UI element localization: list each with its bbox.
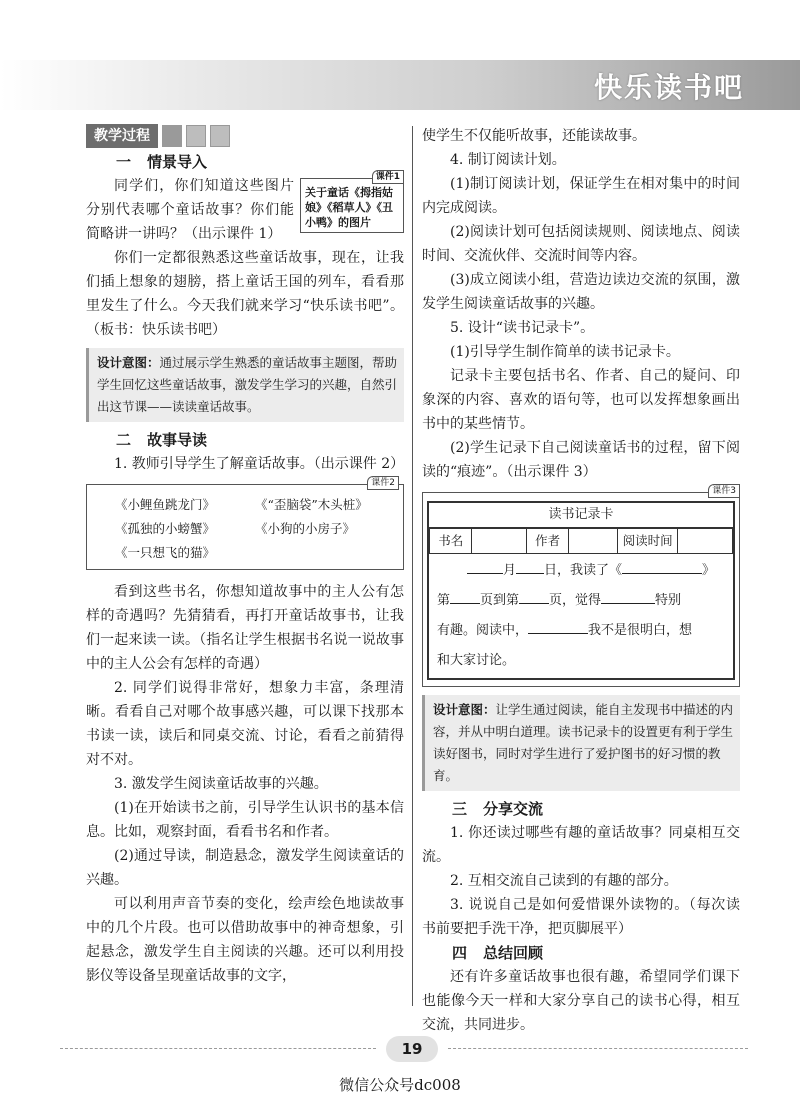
design-intent-label: 设计意图： (97, 355, 160, 370)
paragraph: 5. 设计“读书记录卡”。 (450, 320, 595, 336)
design-intent-text: 通过展示学生熟悉的童话故事主题图，帮助学生回忆这些童话故事，激发学生学习的兴趣，自然引出这节课——读读童话故事。 (97, 355, 398, 414)
book-title: 《孤独的小螃蟹》 (115, 521, 216, 536)
paragraph: 2. 互相交流自己读到的有趣的部分。 (450, 873, 678, 889)
courseware-tag: 课件2 (367, 476, 399, 490)
header-title: 快乐读书吧 (593, 71, 744, 104)
paragraph: 1. 你还读过哪些有趣的童话故事？同桌相互交流。 (422, 825, 740, 865)
paragraph: (1)引导学生制作简单的读书记录卡。 (450, 344, 680, 360)
paragraph: 3. 说说自己是如何爱惜课外读物的。（每次读书前要把手洗干净，把页脚展平） (422, 897, 740, 937)
paragraph: 1. 教师引导学生了解童话故事。（出示课件 2） (114, 456, 405, 472)
paragraph: 还有许多童话故事也很有趣，希望同学们课下也能像今天一样和大家分享自己的读书心得，相互交流，共同进步。 (422, 969, 740, 1033)
section-heading-3: 三 分享交流 (452, 800, 544, 818)
section-heading-1: 一 情景导入 (116, 153, 208, 171)
process-badge (86, 124, 404, 148)
courseware-1-text: 关于童话《拇指姑娘》《稻草人》《丑小鸭》的图片 (305, 186, 393, 229)
paragraph: 同学们，你们知道这些图片分别代表哪个童话故事？你们能简略讲一讲吗？（出示课件 1） (86, 178, 294, 242)
section-heading-4: 四 总结回顾 (452, 944, 544, 962)
courseware-2-box (86, 478, 404, 570)
paragraph: 你们一定都很熟悉这些童话故事，现在，让我们插上想象的翅膀，搭上童话王国的列车，看看那里发生了什么。今天我们就来学习“快乐读书吧”。（板书：快乐读书吧） (86, 250, 404, 338)
paragraph: 3. 激发学生阅读童话故事的兴趣。 (114, 776, 328, 792)
paragraph: 记录卡主要包括书名、作者、自己的疑问、印象深的内容、喜欢的语句等，也可以发挥想象画出书中的某些情节。 (422, 368, 740, 432)
paragraph: 可以利用声音节奏的变化，绘声绘色地读故事中的几个片段。也可以借助故事中的神奇想象，引起悬念，激发学生自主阅读的兴趣。还可以利用投影仪等设备呈现童话故事的文字， (86, 896, 404, 984)
left-column (86, 124, 404, 988)
book-title: 《“歪脑袋”木头桩》 (255, 497, 368, 512)
process-label: 教学过程 (86, 124, 158, 148)
courseware-3-box (422, 486, 740, 687)
book-title: 《一只想飞的猫》 (115, 545, 216, 560)
page-number: 19 (386, 1036, 438, 1062)
paragraph: 2. 同学们说得非常好，想象力丰富，条理清晰。看看自己对哪个故事感兴趣，可以课下找那本书读一读，读后和同桌交流、讨论，看看之前猜得对不对。 (86, 680, 404, 768)
author-label: 作者 (526, 529, 568, 554)
reading-record-card (427, 501, 735, 680)
footer-dash-left (60, 1048, 376, 1049)
book-label: 书名 (430, 529, 472, 554)
right-column (422, 124, 740, 1037)
decor-square (210, 125, 230, 147)
author-cell (569, 529, 617, 554)
book-title: 《小狗的小房子》 (255, 521, 356, 536)
watermark: 微信公众号dc008 (339, 1076, 461, 1094)
footer-dash-right (448, 1048, 748, 1049)
paragraph: 4. 制订阅读计划。 (450, 152, 566, 168)
card-header-table (429, 528, 733, 554)
paragraph: (1)在开始读书之前，引导学生认识书的基本信息。比如，观察封面，看看书名和作者。 (86, 800, 404, 840)
design-intent-box (86, 348, 404, 422)
decor-square (162, 125, 182, 147)
courseware-tag: 课件1 (372, 170, 404, 184)
time-cell (678, 529, 733, 554)
book-cell (472, 529, 527, 554)
courseware-1-box (300, 172, 404, 233)
courseware-tag: 课件3 (708, 484, 740, 498)
design-intent-box (422, 695, 740, 791)
time-label: 阅读时间 (617, 529, 678, 554)
design-intent-text: 让学生通过阅读，能自主发现书中描述的内容，并从中明白道理。读书记录卡的设置更有利于学生读好图书，同时对学生进行了爱护图书的好习惯的教育。 (433, 702, 734, 783)
paragraph: (3)成立阅读小组，营造边读边交流的氛围，激发学生阅读童话故事的兴趣。 (422, 272, 740, 312)
card-title: 读书记录卡 (429, 503, 733, 528)
decor-square (186, 125, 206, 147)
paragraph: (2)通过导读，制造悬念，激发学生阅读童话的兴趣。 (86, 848, 404, 888)
paragraph: 看到这些书名，你想知道故事中的主人公有怎样的奇遇吗？先猜猜看，再打开童话故事书，让我们一起来读一读。（指名让学生根据书名说一说故事中的主人公会有怎样的奇遇） (86, 584, 404, 672)
paragraph: (1)制订阅读计划，保证学生在相对集中的时间内完成阅读。 (422, 176, 740, 216)
design-intent-label: 设计意图： (433, 702, 496, 717)
paragraph: (2)学生记录下自己阅读童话书的过程，留下阅读的“痕迹”。（出示课件 3） (422, 440, 740, 480)
column-divider (412, 126, 413, 1006)
section-heading-2: 二 故事导读 (116, 431, 208, 449)
book-title: 《小鲤鱼跳龙门》 (115, 497, 216, 512)
paragraph: (2)阅读计划可包括阅读规则、阅读地点、阅读时间、交流伙伴、交流时间等内容。 (422, 224, 740, 264)
paragraph: 使学生不仅能听故事，还能读故事。 (422, 128, 646, 144)
card-body: 月 日，我读了《 》 第 页到第 页，觉得 特别 有趣。阅读中， 我不是很明白，想 和大家讨论。 (429, 554, 733, 678)
